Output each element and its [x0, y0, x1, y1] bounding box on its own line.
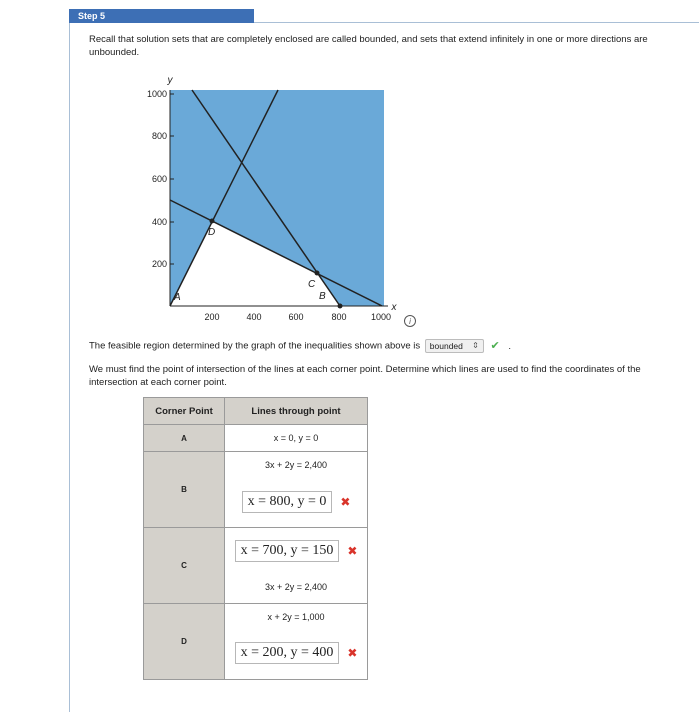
incorrect-x-icon: ✖ [340, 495, 351, 509]
y-tick-label: 400 [151, 217, 167, 227]
x-axis-label: x [391, 302, 397, 313]
y-axis-label: y [167, 75, 173, 86]
corner-label-c: C [144, 528, 225, 604]
corner-label-b: B [144, 452, 225, 528]
lines-cell-a [225, 425, 368, 452]
lines-cell-c [225, 528, 368, 604]
info-icon[interactable] [405, 316, 416, 327]
chevron-updown-icon: ⇕ [472, 341, 479, 350]
correct-check-icon: ✔ [490, 339, 500, 352]
equation-text: x + 2y = 1,000 [267, 612, 325, 622]
intro-text: Recall that solution sets that are completely enclosed are called bounded, and sets that extend infinitely in one or more directions are unbounded. [89, 34, 648, 58]
equation-text: 3x + 2y = 2,400 [264, 460, 328, 470]
table-row [144, 528, 368, 604]
feasible-dropdown[interactable] [425, 339, 484, 353]
y-tick-label: 200 [151, 259, 167, 269]
feasible-dropdown-value: bounded [429, 341, 463, 351]
feasible-region-graph [130, 72, 430, 332]
x-tick-label: 600 [288, 312, 304, 322]
corner-point-table [143, 397, 368, 680]
corner-point-d [210, 219, 215, 224]
table-row [144, 425, 368, 452]
answer-input-d[interactable]: x = 200, y = 400 [235, 642, 340, 664]
y-tick-label: 600 [151, 174, 167, 184]
feasible-period: . [508, 340, 512, 352]
y-tick-label: 1000 [146, 89, 167, 99]
incorrect-x-icon: ✖ [347, 544, 358, 558]
answer-input-c[interactable]: x = 700, y = 150 [235, 540, 340, 562]
table-row [144, 604, 368, 680]
lines-cell-d [225, 604, 368, 680]
answer-input-b[interactable]: x = 800, y = 0 [242, 491, 333, 513]
corner-point-b [338, 304, 343, 309]
corner-label-a: A [144, 425, 225, 452]
x-tick-label: 1000 [370, 312, 392, 322]
lines-cell-b [225, 452, 368, 528]
instruction-text: We must find the point of intersection of the lines at each corner point. Determine which lines are used to find the coordinates of the intersection at each corner point. [89, 364, 641, 388]
point-label-a: A [174, 292, 181, 303]
incorrect-x-icon: ✖ [347, 646, 358, 660]
equation-text: x = 0, y = 0 [273, 433, 319, 443]
point-label-d: D [208, 227, 216, 238]
equation-text: 3x + 2y = 2,400 [264, 582, 328, 592]
y-tick-label: 800 [151, 131, 167, 141]
feasible-sentence [89, 339, 649, 353]
corner-point-c [315, 271, 320, 276]
feasible-text: The feasible region determined by the graph of the inequalities shown above is [89, 340, 421, 352]
svg-text:i: i [409, 317, 411, 326]
table-row [144, 452, 368, 528]
point-label-b: B [319, 291, 326, 302]
x-tick-label: 800 [331, 312, 347, 322]
header-corner-point: Corner Point [144, 398, 225, 425]
header-lines: Lines through point [225, 398, 368, 425]
point-label-c: C [308, 279, 316, 290]
corner-label-d: D [144, 604, 225, 680]
x-tick-label: 200 [204, 312, 220, 322]
step-label: Step 5 [69, 9, 254, 23]
x-tick-label: 400 [246, 312, 262, 322]
